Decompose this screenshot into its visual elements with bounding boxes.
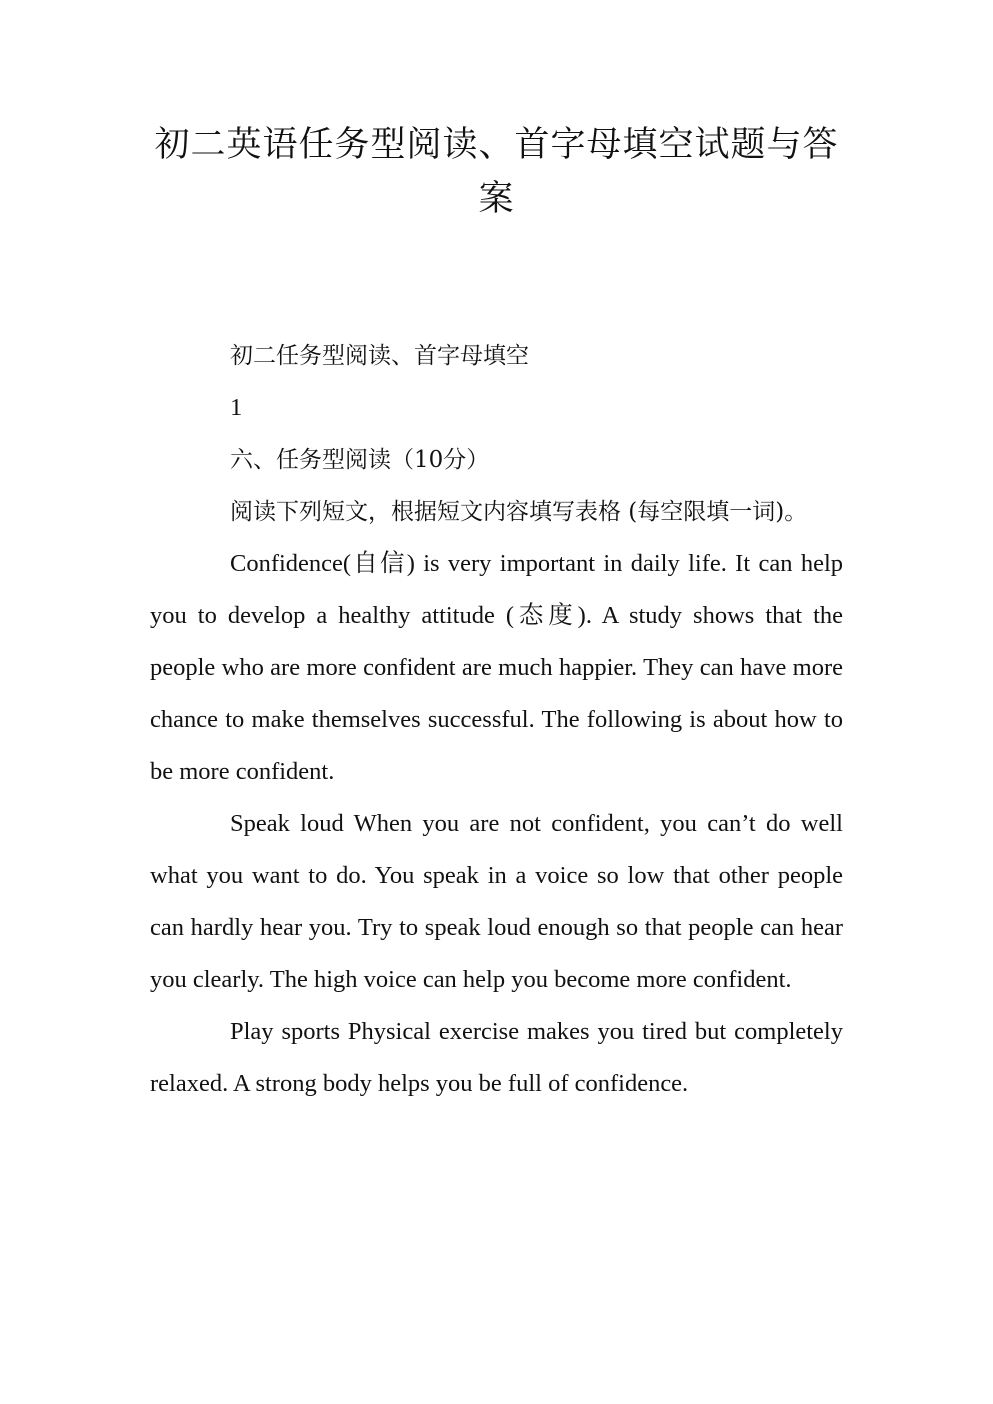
passage-paragraph-speak-loud: Speak loud When you are not confident, you can’t do well what you want to do. You speak in a voice so low that other people can hardly hear you. Try to speak loud enough so that people can hear you clearly. The high voice can help you become more confident. (150, 810, 843, 993)
section-number: 1 (230, 394, 243, 421)
document-body (150, 330, 843, 1110)
passage-paragraph-play-sports: Play sports Physical exercise makes you tired but completely relaxed. A strong body helps you be full of confidence. (150, 1018, 843, 1097)
document-title: 初二英语任务型阅读、首字母填空试题与答案 (154, 125, 839, 219)
section-heading: 六、任务型阅读（10分） (230, 447, 490, 473)
subtitle-paragraph: 初二任务型阅读、首字母填空 (230, 343, 529, 369)
passage-paragraph-confidence: Confidence(自信) is very important in daily life. It can help you to develop a healthy attitude (态度). A study shows that the people who are more confident are much happier. They can have more chance to make themselves successful. The following is about how to be more confident. (150, 550, 843, 785)
instruction-paragraph: 阅读下列短文，根据短文内容填写表格 (每空限填一词)。 (230, 499, 808, 525)
